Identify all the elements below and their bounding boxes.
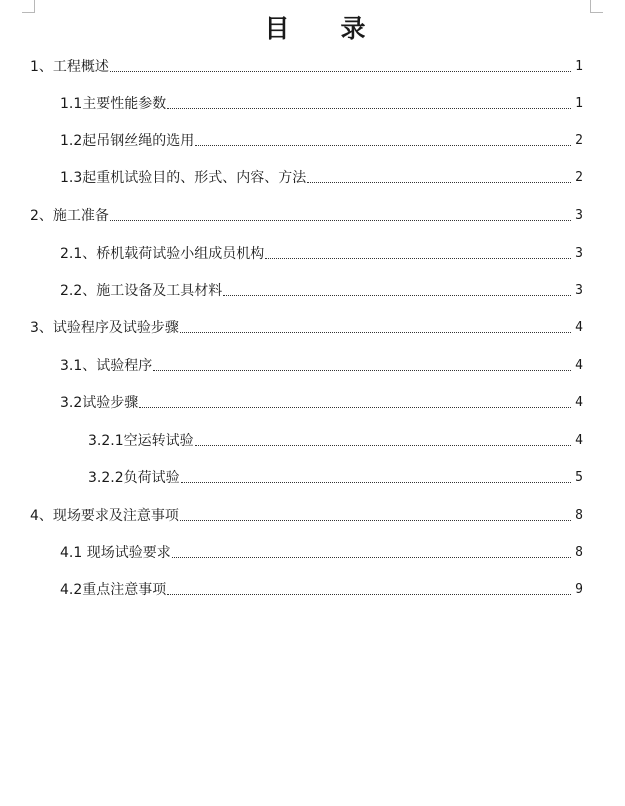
toc-entry-label: 2.1、桥机载荷试验小组成员机构 [60,246,265,262]
dot-leader [265,258,571,259]
toc-entry-3-2-1[interactable] [88,428,583,450]
toc-entry-3-2[interactable] [60,390,583,412]
toc-entry-page-number: 8 [575,545,583,560]
toc-entry-page-number: 2 [575,170,583,185]
toc-entry-3-2-2[interactable] [88,465,583,487]
toc-entry-page-number: 8 [575,508,583,523]
toc-heading-char-1: 目 [264,14,291,43]
dot-leader [110,71,571,72]
toc-entry-1-3[interactable] [60,165,583,187]
toc-entry-label: 3.2.1空运转试验 [88,433,194,449]
toc-entry-1-1[interactable] [60,91,583,113]
dot-leader [195,145,571,146]
dot-leader [195,445,571,446]
toc-entry-page-number: 3 [575,246,583,261]
dot-leader [153,370,571,371]
toc-entry-page-number: 3 [575,283,583,298]
dot-leader [180,332,571,333]
dot-leader [172,557,571,558]
toc-entry-page-number: 4 [575,395,583,410]
toc-entry-label: 4.1 现场试验要求 [60,545,171,561]
toc-heading [0,12,625,46]
toc-entry-1[interactable] [30,54,583,76]
toc-entry-4[interactable] [30,503,583,525]
toc-entry-label: 1、工程概述 [30,59,109,75]
toc-entry-4-2[interactable] [60,577,583,599]
dot-leader [223,295,571,296]
dot-leader [139,407,571,408]
dot-leader [181,482,571,483]
toc-entry-label: 1.2起吊钢丝绳的选用 [60,133,195,149]
toc-entry-2-1[interactable] [60,241,583,263]
toc-entry-label: 3.1、试验程序 [60,358,153,374]
toc-entry-page-number: 3 [575,208,583,223]
toc-heading-char-2: 录 [340,14,367,43]
toc-entry-label: 2、施工准备 [30,208,109,224]
dot-leader [167,108,571,109]
toc-entry-page-number: 4 [575,433,583,448]
toc-entry-page-number: 9 [575,582,583,597]
dot-leader [167,594,571,595]
toc-entry-label: 3、试验程序及试验步骤 [30,320,179,336]
toc-entry-label: 3.2试验步骤 [60,395,139,411]
dot-leader [307,182,571,183]
toc-entry-page-number: 4 [575,358,583,373]
toc-entry-page-number: 4 [575,320,583,335]
toc-entry-label: 1.3起重机试验目的、形式、内容、方法 [60,170,307,186]
toc-entry-1-2[interactable] [60,128,583,150]
toc-entry-label: 2.2、施工设备及工具材料 [60,283,223,299]
toc-entry-3-1[interactable] [60,353,583,375]
toc-entry-label: 4、现场要求及注意事项 [30,508,179,524]
toc-entry-4-1[interactable] [60,540,583,562]
toc-entry-2-2[interactable] [60,278,583,300]
toc-entry-page-number: 5 [575,470,583,485]
toc-entry-page-number: 1 [575,96,583,111]
toc-entry-label: 3.2.2负荷试验 [88,470,180,486]
toc-entry-page-number: 2 [575,133,583,148]
dot-leader [180,520,571,521]
toc-entry-3[interactable] [30,315,583,337]
toc-entry-2[interactable] [30,203,583,225]
toc-entry-label: 1.1主要性能参数 [60,96,167,112]
toc-entry-label: 4.2重点注意事项 [60,582,167,598]
dot-leader [110,220,571,221]
toc-entry-page-number: 1 [575,59,583,74]
